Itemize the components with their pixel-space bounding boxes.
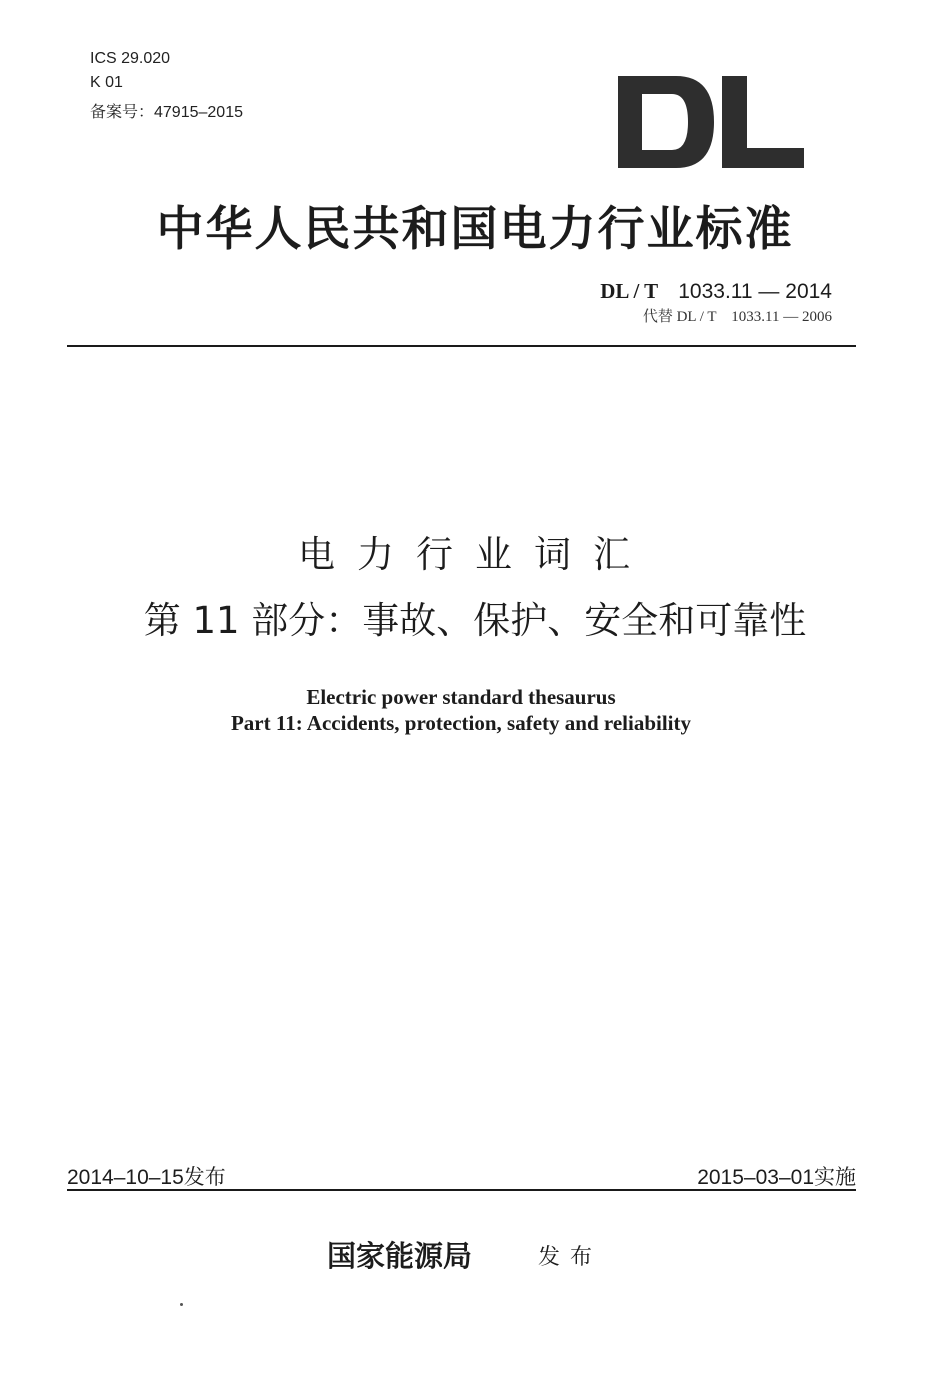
- replaces-standard: 代替 DL / T 1033.11 — 2006: [642, 309, 832, 325]
- title-en-line1: Electric power standard thesaurus: [306, 685, 616, 709]
- logo-letter-d: [618, 76, 714, 168]
- standard-prefix: DL / T: [600, 279, 659, 303]
- category-code: K 01: [90, 74, 123, 91]
- logo-letter-l: [722, 76, 804, 168]
- issue-date: 2014–10–15发布: [67, 1166, 226, 1189]
- record-number: 备案号：47915–2015: [90, 104, 243, 121]
- scan-speck: [180, 1303, 183, 1306]
- top-divider: [67, 345, 856, 347]
- dl-logo: [618, 76, 804, 168]
- title-cn-line1: 电力行业词汇: [298, 533, 652, 576]
- publisher-name: 国家能源局: [327, 1239, 473, 1273]
- ics-code: ICS 29.020: [90, 50, 171, 67]
- publish-label: 发布: [538, 1245, 603, 1270]
- standard-code: 1033.11 — 2014: [678, 280, 832, 303]
- effective-date: 2015–03–01实施: [697, 1166, 856, 1189]
- standard-number: [600, 279, 832, 304]
- title-en-line2: Part 11: Accidents, protection, safety and reliability: [230, 711, 691, 735]
- bottom-divider: [67, 1189, 856, 1191]
- standard-type-title: 中华人民共和国电力行业标准: [156, 202, 794, 257]
- title-cn-line2: 第 11 部分：事故、保护、安全和可靠性: [143, 599, 807, 642]
